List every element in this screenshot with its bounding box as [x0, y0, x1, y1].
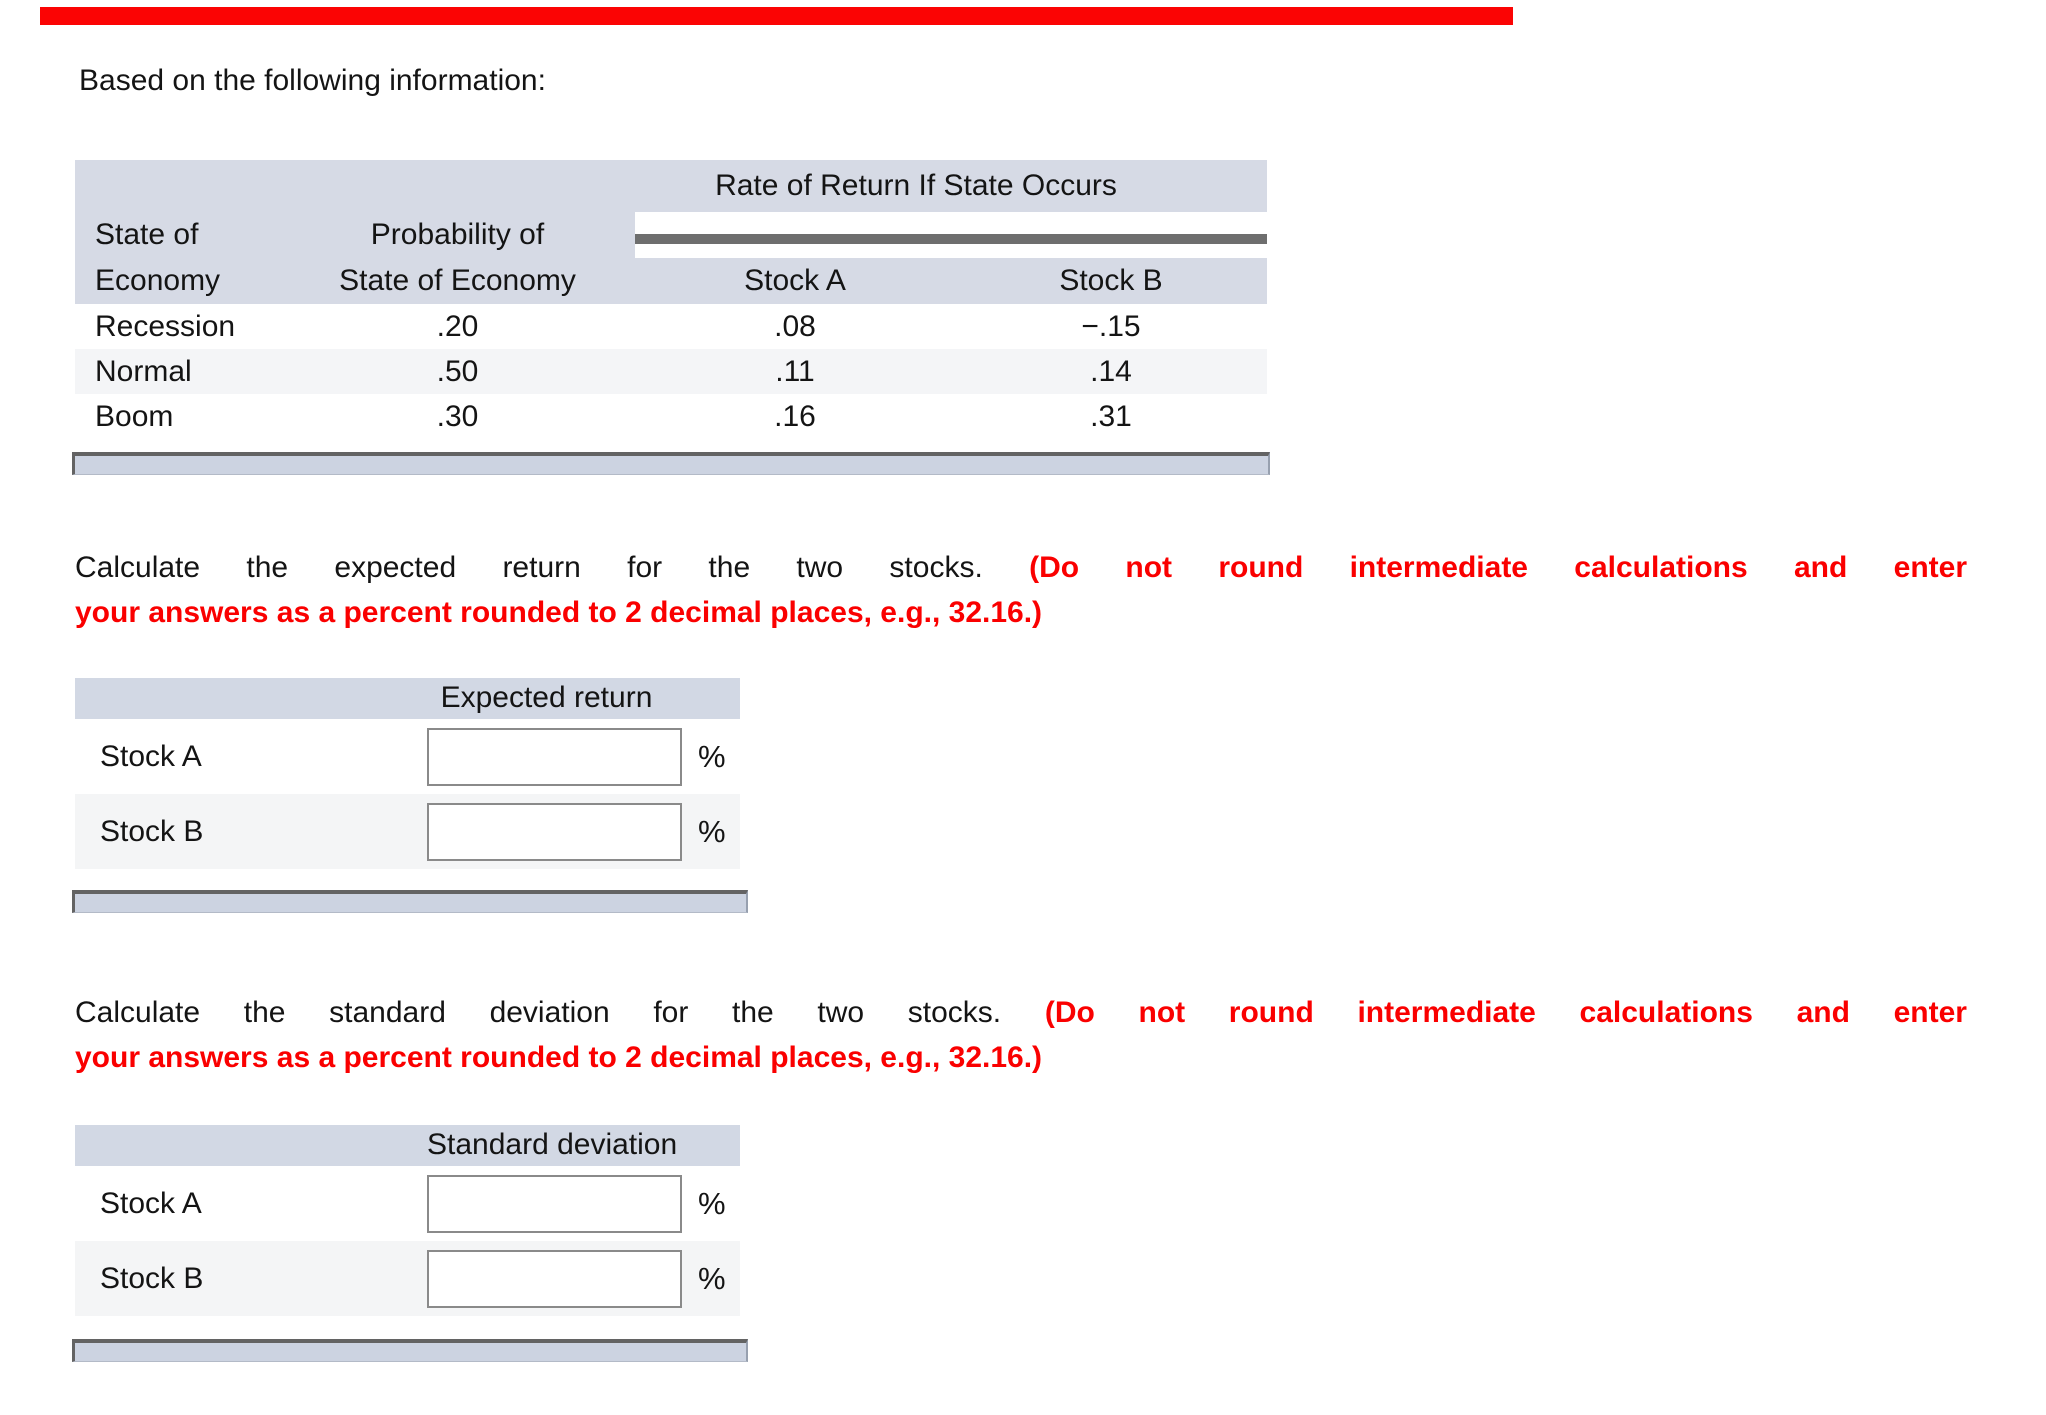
header-spacer [280, 160, 635, 212]
expected-return-header-label: Expected return [440, 681, 653, 714]
header-divider-rule [635, 234, 1267, 244]
stock-a-cell: .16 [774, 399, 816, 433]
probability-cell: .30 [436, 399, 479, 433]
answer-row-stock-a [75, 719, 740, 794]
header-stock-b: Stock B [955, 258, 1267, 304]
top-red-bar [40, 7, 1513, 25]
standard-deviation-stock-a-input[interactable] [427, 1175, 682, 1233]
standard-deviation-table [75, 1125, 740, 1316]
prompt-red-text: your answers as a percent rounded to 2 decimal places, e.g., 32.16.) [75, 1041, 1043, 1074]
expected-return-table [75, 678, 740, 869]
horizontal-scrollbar[interactable] [72, 1339, 748, 1362]
header-state-of-economy: State of Economy [280, 258, 635, 304]
standard-deviation-header-label: Standard deviation [427, 1128, 678, 1161]
stock-a-cell: .11 [775, 354, 815, 388]
probability-cell: .20 [436, 309, 479, 343]
header-state-of: State of [75, 212, 280, 258]
table-row-recession [75, 304, 1267, 349]
table-row-normal [75, 349, 1267, 394]
stock-b-label: Stock B [100, 814, 204, 848]
state-cell: Recession [95, 309, 236, 343]
prompt-black-text: Calculate the expected return for the two stocks. [75, 551, 983, 584]
prompt-black-text: Calculate the standard deviation for the two stocks. [75, 996, 1002, 1029]
prompt-red-text: your answers as a percent rounded to 2 decimal places, e.g., 32.16.) [75, 596, 1043, 629]
prompt-red-text: (Do not round intermediate calculations and enter [1044, 996, 1967, 1029]
header-economy: Economy [75, 258, 280, 304]
percent-label: % [698, 813, 726, 849]
question-1-line-1 [75, 545, 1967, 590]
intro-text: Based on the following information: [79, 64, 546, 97]
stock-b-label: Stock B [100, 1261, 204, 1295]
economy-states-table [75, 160, 1267, 439]
question-1-line-2 [75, 590, 1967, 635]
span-header-rate-of-return: Rate of Return If State Occurs [635, 160, 1267, 212]
horizontal-scrollbar[interactable] [72, 452, 1270, 475]
answer-row-stock-b [75, 794, 740, 869]
expected-return-stock-a-input[interactable] [427, 728, 682, 786]
answer-row-stock-b [75, 1241, 740, 1316]
expected-return-header [75, 678, 740, 719]
expected-return-stock-b-input[interactable] [427, 803, 682, 861]
rates-of-return-table [75, 160, 1267, 439]
header-stock-a: Stock A [635, 258, 955, 304]
prompt-red-text: (Do not round intermediate calculations and enter [1029, 551, 1967, 584]
standard-deviation-stock-b-input[interactable] [427, 1250, 682, 1308]
header-rule-cell [635, 212, 1267, 258]
state-cell: Boom [95, 399, 174, 433]
question-2-prompt [75, 990, 1967, 1080]
stock-b-cell: −.15 [1081, 309, 1141, 343]
stock-b-cell: .31 [1090, 399, 1132, 433]
percent-label: % [698, 1260, 726, 1296]
table-row-boom [75, 394, 1267, 439]
header-spacer [75, 160, 280, 212]
state-cell: Normal [95, 354, 192, 388]
stock-b-cell: .14 [1090, 354, 1132, 388]
percent-label: % [698, 738, 726, 774]
question-2-line-2 [75, 1035, 1967, 1080]
question-1-prompt [75, 545, 1967, 635]
percent-label: % [698, 1185, 726, 1221]
stock-a-label: Stock A [100, 739, 202, 773]
header-probability-of: Probability of [280, 212, 635, 258]
question-2-line-1 [75, 990, 1967, 1035]
standard-deviation-header [75, 1125, 740, 1166]
stock-a-label: Stock A [100, 1186, 202, 1220]
horizontal-scrollbar[interactable] [72, 890, 748, 913]
answer-row-stock-a [75, 1166, 740, 1241]
stock-a-cell: .08 [774, 309, 816, 343]
probability-cell: .50 [436, 354, 479, 388]
